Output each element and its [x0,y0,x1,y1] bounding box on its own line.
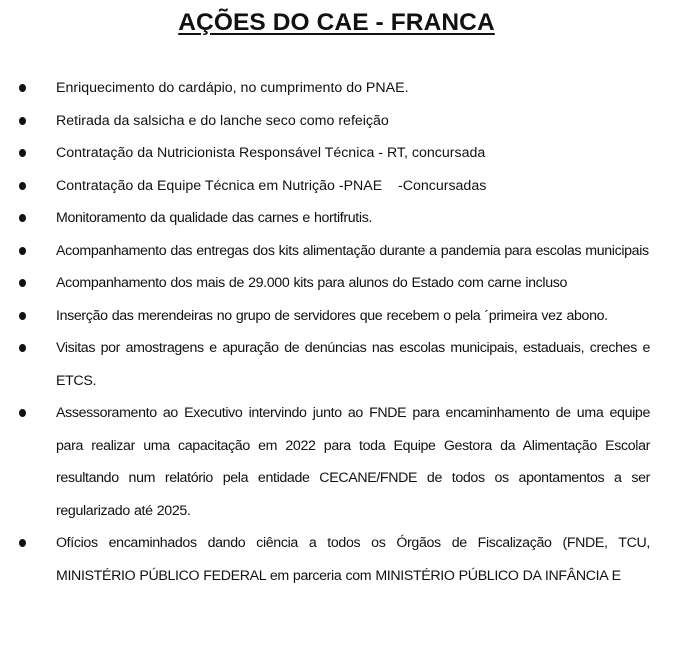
list-item-text: Acompanhamento das entregas dos kits alimentação durante a pandemia para escolas municipais [56,242,649,259]
list-item-text: Contratação da Equipe Técnica em Nutrição -PNAE -Concursadas [56,177,487,194]
bullet-icon [19,84,26,92]
list-item-text: Enriquecimento do cardápio, no cumprimento do PNAE. [56,80,409,96]
list-item-text: Visitas por amostragens e apuração de denúncias nas escolas municipais, estaduais, creches e ETCS. [56,340,650,389]
list-item [0,332,650,397]
bullet-icon [19,279,26,287]
list-item [0,72,650,105]
list-item-text: Retirada da salsicha e do lanche seco como refeição [56,112,389,129]
list-item-text: Monitoramento da qualidade das carnes e hortifrutis. [56,210,373,226]
bullet-icon [19,409,26,417]
document-title: AÇÕES DO CAE - FRANCA [178,9,495,36]
bullet-icon [19,149,26,157]
list-item [0,235,650,268]
list-item [0,527,650,592]
bullet-icon [19,182,26,190]
bullet-icon [19,117,26,125]
list-item-text: Assessoramento ao Executivo intervindo junto ao FNDE para encaminhamento de uma equipe para realizar uma capacitação em 2022 para toda Equipe Gestora da Alimentação Escolar resultando num relatório pela entidade CECANE/FNDE de todos os apontamentos a ser regularizado até 2025. [56,405,650,519]
list-item-text: Inserção das merendeiras no grupo de servidores que recebem o pela ´primeira vez abono. [56,307,608,324]
list-item [0,170,650,203]
list-item-text: Acompanhamento dos mais de 29.000 kits para alunos do Estado com carne incluso [56,275,568,291]
list-item [0,137,650,170]
list-item-text: Ofícios encaminhados dando ciência a todos os Órgãos de Fiscalização (FNDE, TCU, MINISTÉRIO PÚBLICO FEDERAL em parceria com MINISTÉRIO PÚBLICO DA INFÂNCIA E [56,535,650,584]
bullet-icon [19,214,26,222]
list-item [0,267,650,300]
bullet-icon [19,247,26,255]
actions-list [0,72,700,592]
bullet-icon [19,312,26,320]
bullet-icon [19,344,26,352]
list-item [0,397,650,527]
list-item [0,105,650,138]
list-item [0,300,650,333]
list-item [0,202,650,235]
bullet-icon [19,539,26,547]
list-item-text: Contratação da Nutricionista Responsável Técnica - RT, concursada [56,145,486,161]
